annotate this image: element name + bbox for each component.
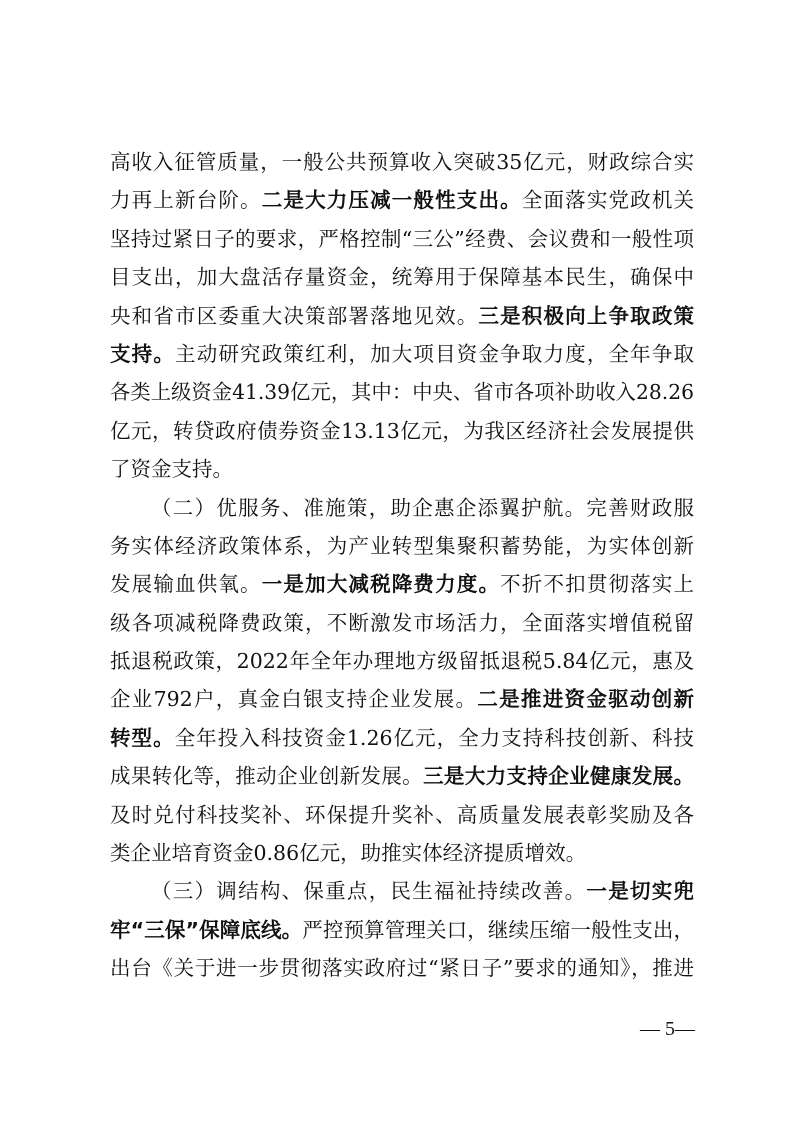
- text-line: [110, 757, 694, 795]
- text-line: [110, 565, 694, 603]
- text-segment: 主动研究政策红利，加大项目资金争取力度，全年争取: [175, 341, 695, 366]
- page-number: — 5—: [640, 1018, 695, 1040]
- bold-text-segment: 支持。: [110, 341, 176, 366]
- text-segment: 全年投入科技资金1.26亿元，全力支持科技创新、科技: [174, 725, 694, 750]
- text-line: [110, 373, 694, 411]
- text-line: [110, 412, 694, 450]
- document-body: [110, 143, 694, 988]
- text-line: [110, 680, 694, 718]
- text-line: [110, 489, 694, 527]
- text-line: [110, 796, 694, 834]
- text-segment: 亿元，转贷政府债券资金13.13亿元，为我区经济社会发展提供: [110, 418, 694, 443]
- text-segment: 坚持过紧日子的要求，严格控制“三公”经费、会议费和一般性项: [110, 226, 694, 251]
- text-line: [110, 258, 694, 296]
- text-segment: 成果转化等，推动企业创新发展。: [110, 764, 424, 789]
- text-line: [110, 143, 694, 181]
- text-line: [110, 220, 694, 258]
- text-line: [110, 297, 694, 335]
- text-line: [110, 450, 694, 488]
- text-segment: 高收入征管质量，一般公共预算收入突破35亿元，财政综合实: [110, 150, 694, 174]
- text-segment: 严控预算管理关口，继续压缩一般性支出，: [302, 917, 694, 942]
- bold-text-segment: 转型。: [110, 725, 175, 750]
- text-segment: （三）调结构、保重点，民生福祉持续改善。: [151, 879, 587, 904]
- bold-text-segment: 二是推进资金驱动创新: [477, 687, 694, 712]
- text-segment: 发展输血供氧。: [110, 572, 262, 597]
- bold-text-segment: 一是切实兜: [586, 879, 695, 904]
- bold-text-segment: 三是积极向上争取政策: [478, 303, 695, 328]
- text-line: [110, 642, 694, 680]
- text-segment: 类企业培育资金0.86亿元，助推实体经济提质增效。: [110, 841, 587, 866]
- text-segment: 抵退税政策，2022年全年办理地方级留抵退税5.84亿元，惠及: [110, 649, 694, 674]
- text-segment: 及时兑付科技奖补、环保提升奖补、高质量发展表彰奖励及各: [110, 802, 694, 827]
- text-segment: （二）优服务、准施策，助企惠企添翼护航。完善财政服: [151, 495, 694, 520]
- text-line: [110, 719, 694, 757]
- text-segment: 了资金支持。: [110, 457, 233, 482]
- bold-text-segment: 二是大力压减一般性支出。: [261, 188, 522, 213]
- text-segment: 全面落实党政机关: [521, 188, 695, 213]
- text-line: [110, 949, 694, 987]
- text-segment: 各类上级资金41.39亿元，其中：中央、省市各项补助收入28.26: [110, 380, 694, 405]
- text-segment: 央和省市区委重大决策部署落地见效。: [110, 303, 479, 328]
- text-segment: 级各项减税降费政策，不断激发市场活力，全面落实增值税留: [110, 610, 694, 635]
- bold-text-segment: 三是大力支持企业健康发展。: [423, 764, 695, 789]
- bold-text-segment: 一是加大减税降费力度。: [261, 572, 501, 597]
- bold-text-segment: 牢“三保”保障底线。: [110, 917, 303, 942]
- text-line: [110, 181, 694, 219]
- text-line: [110, 872, 694, 910]
- text-line: [110, 911, 694, 949]
- text-segment: 力再上新台阶。: [110, 188, 262, 213]
- text-segment: 出台《关于进一步贯彻落实政府过“紧日子”要求的通知》，推进: [110, 956, 694, 981]
- text-line: [110, 604, 694, 642]
- text-segment: 不折不扣贯彻落实上: [500, 572, 695, 597]
- text-line: [110, 834, 694, 872]
- text-segment: 目支出，加大盘活存量资金，统筹用于保障基本民生，确保中: [110, 265, 694, 290]
- text-segment: 务实体经济政策体系，为产业转型集聚积蓄势能，为实体创新: [110, 533, 694, 558]
- text-line: [110, 335, 694, 373]
- text-segment: 企业792户，真金白银支持企业发展。: [110, 687, 478, 712]
- text-line: [110, 527, 694, 565]
